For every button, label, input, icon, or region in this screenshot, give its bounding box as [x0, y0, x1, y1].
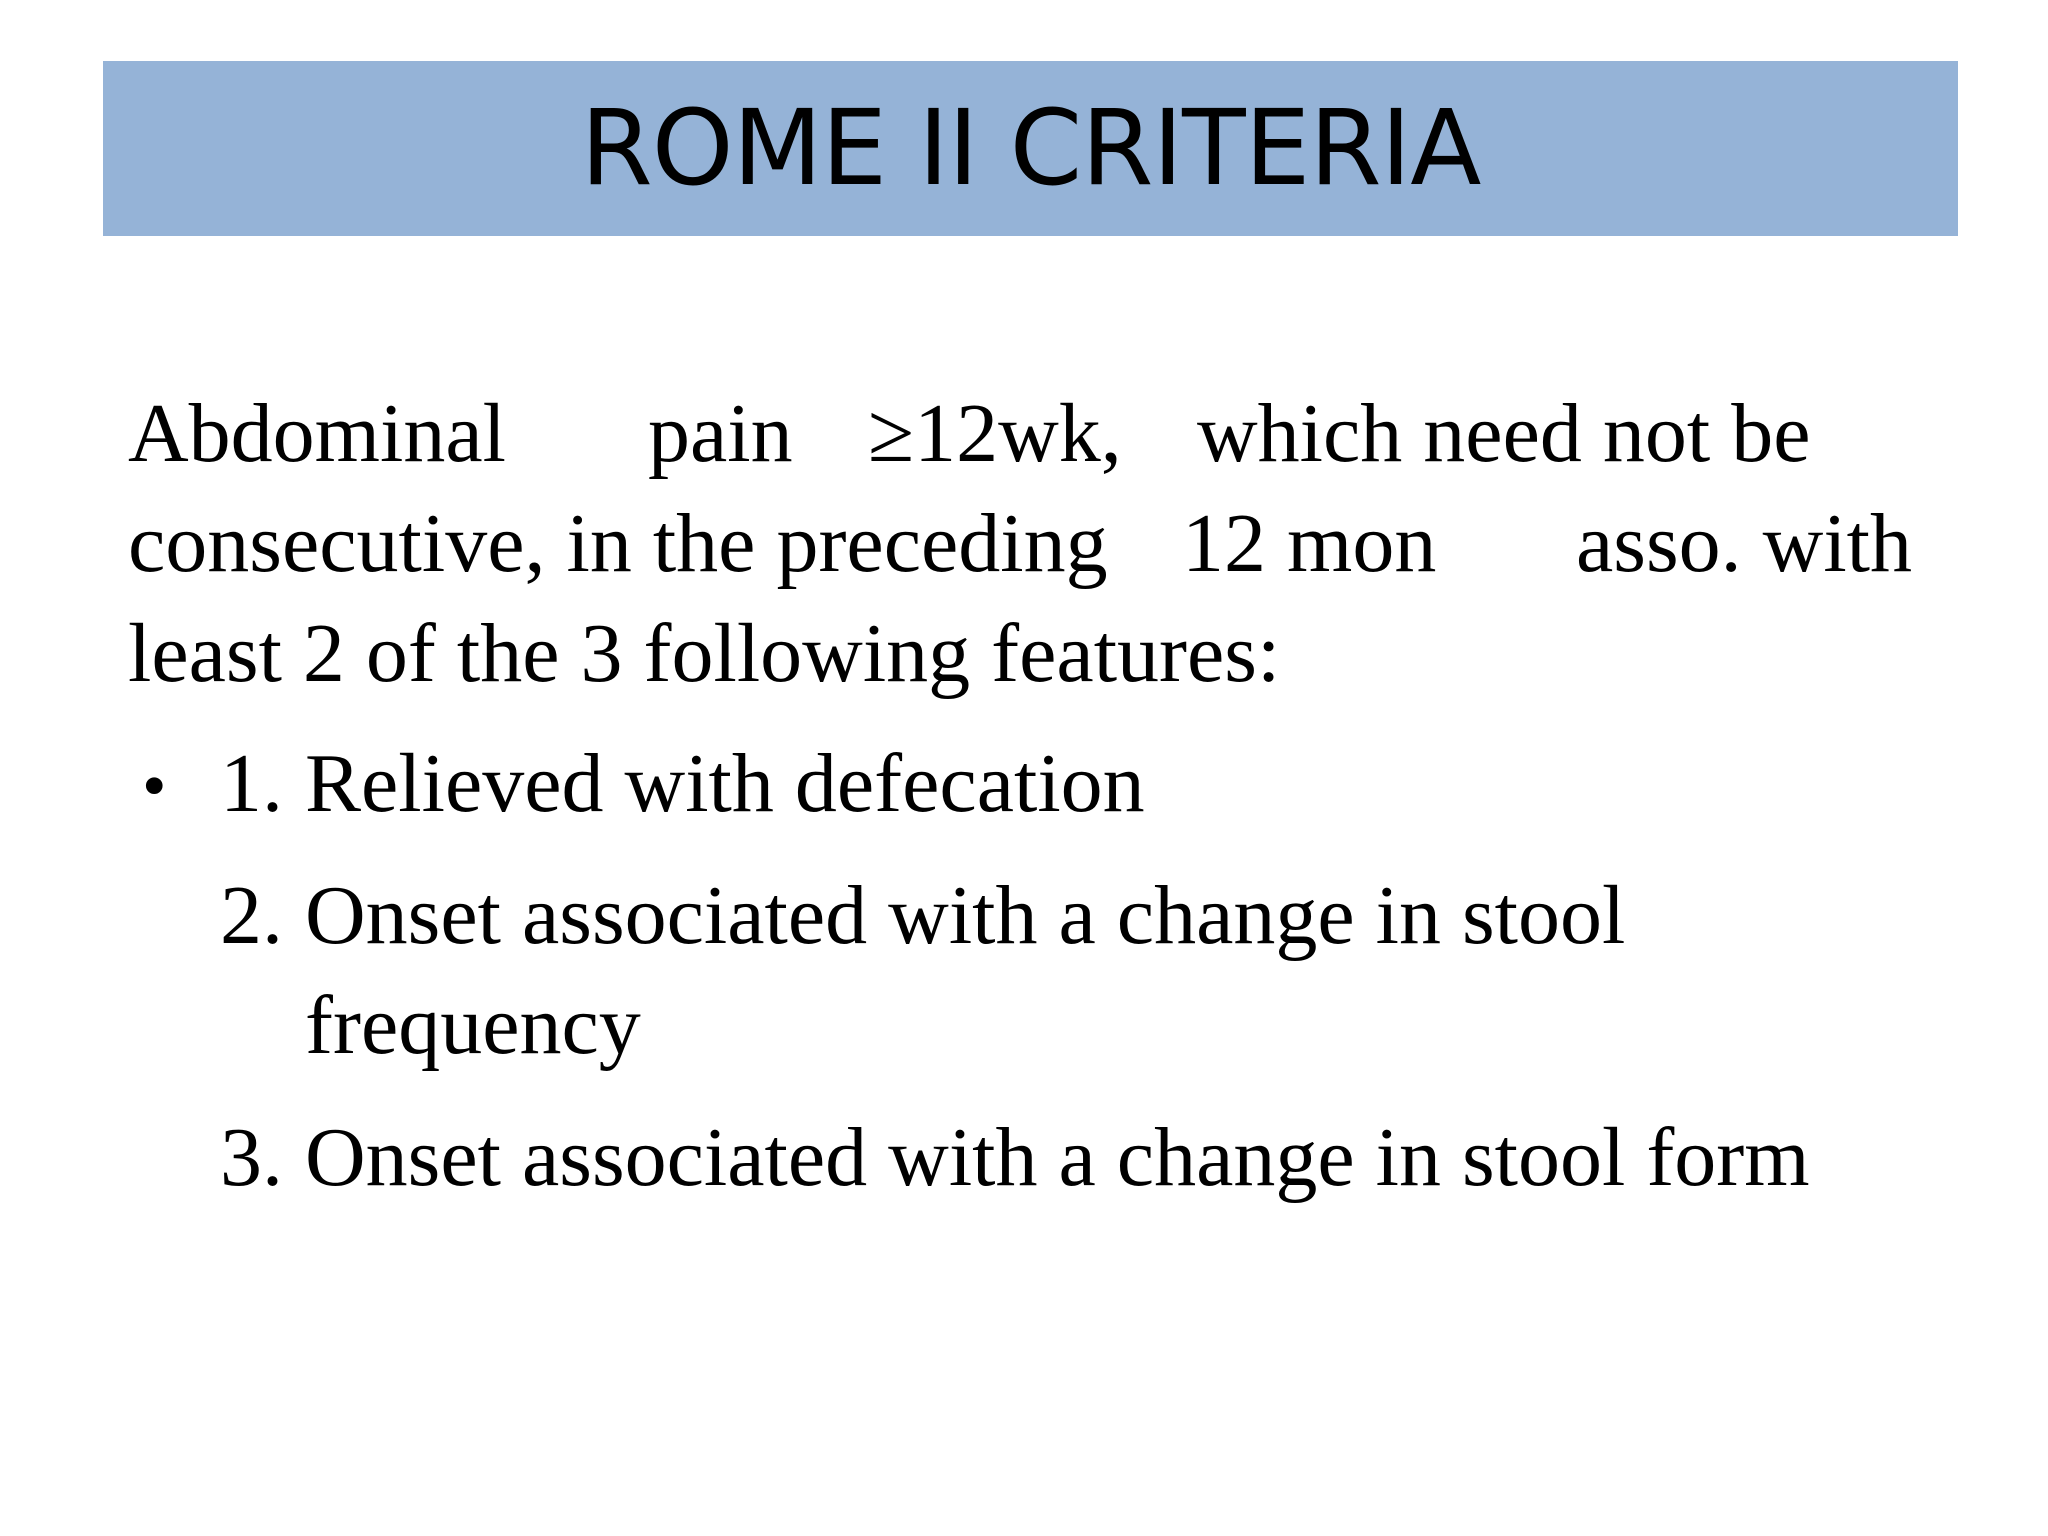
feature-2-text-line-1: Onset associated with a change in stool — [305, 869, 1626, 962]
intro-line-3: least 2 of the 3 following features: — [128, 607, 1281, 700]
intro-line-1-word-pain: pain — [648, 387, 793, 480]
slide-title: ROME II CRITERIA — [580, 86, 1481, 209]
intro-line-1-duration: ≥12wk, — [868, 387, 1122, 480]
intro-line-2-period: 12 mon — [1182, 497, 1437, 590]
feature-2-text-line-2: frequency — [305, 979, 641, 1072]
feature-3-number: 3. — [220, 1111, 283, 1204]
title-bar — [103, 61, 1958, 236]
feature-2-number: 2. — [220, 869, 283, 962]
intro-line-1-tail: which need not be — [1197, 387, 1811, 480]
intro-line-2-tail: asso. with — [1576, 497, 1912, 590]
bullet-marker: • — [142, 748, 167, 825]
intro-line-2-start: consecutive, in the preceding — [128, 497, 1108, 590]
feature-1-text: Relieved with defecation — [305, 737, 1145, 830]
feature-3-text: Onset associated with a change in stool form — [305, 1111, 1810, 1204]
feature-1-number: 1. — [220, 737, 283, 830]
intro-line-1-word-abdominal: Abdominal — [128, 387, 506, 480]
